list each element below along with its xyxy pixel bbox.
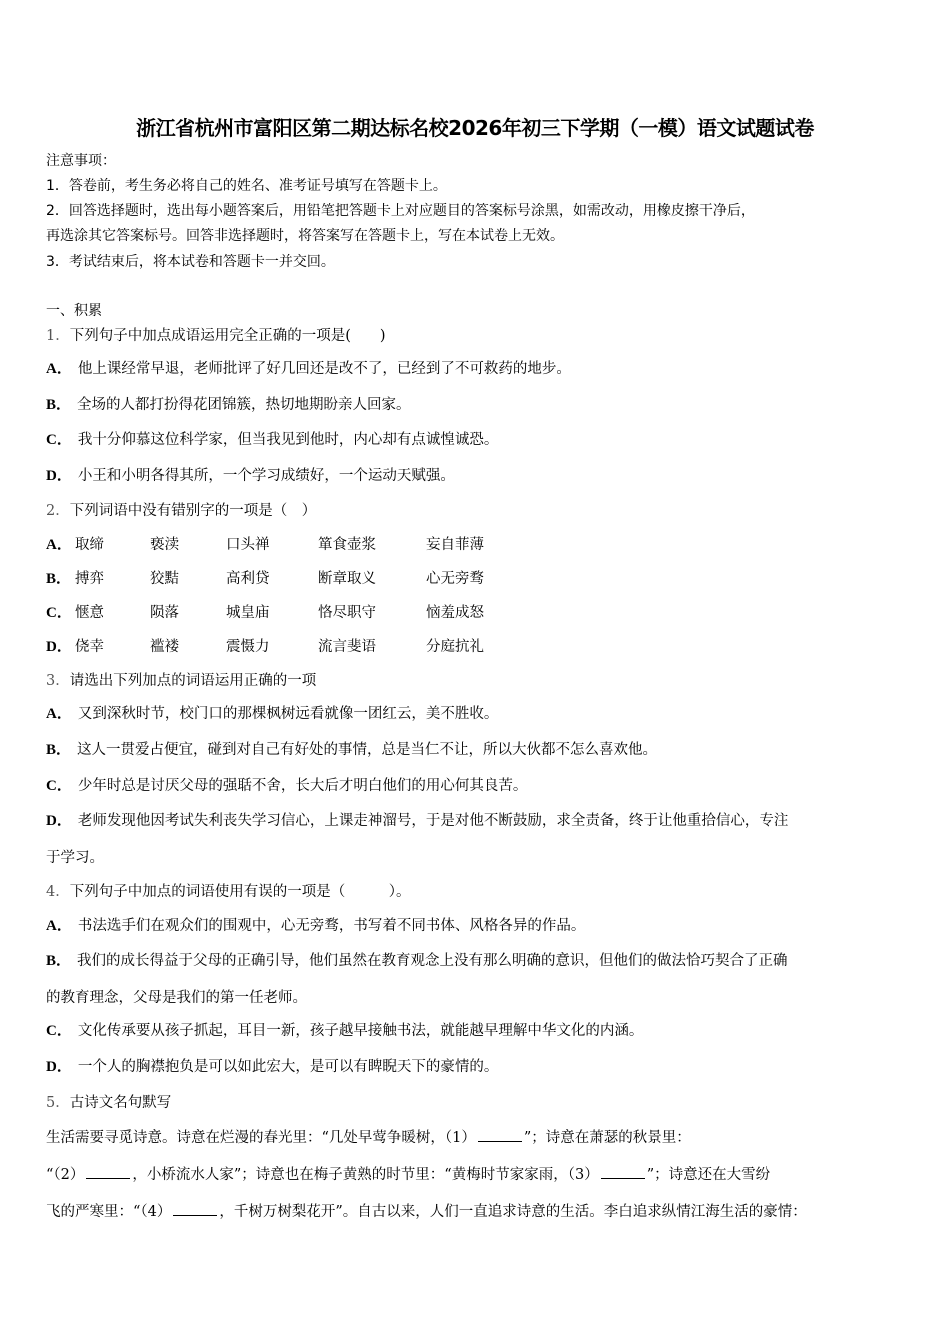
- question-1-option-c: [46, 431, 498, 449]
- option-text: 老师发现他因考试失利丧失学习信心，上课走神溜号，于是对他不断鼓励，求全责备，终于让他重拾信心，专注: [77, 813, 789, 829]
- option-text: 我十分仰慕这位科学家，但当我见到他时，内心却有点诚惶诚恐。: [77, 432, 499, 448]
- answer-blank-1[interactable]: [478, 1127, 522, 1142]
- word: 取缔: [75, 537, 104, 553]
- option-text: 书法选手们在观众们的围观中，心无旁骛，书写着不同书体、风格各异的作品。: [77, 918, 586, 934]
- question-1-option-d: [46, 467, 455, 485]
- option-label: D．: [46, 813, 72, 829]
- option-label: C．: [46, 778, 72, 794]
- word: 陨落: [150, 605, 179, 621]
- word: 震慑力: [226, 639, 270, 655]
- question-3-option-b: [46, 741, 657, 759]
- passage-text: ”；诗意在萧瑟的秋景里：: [523, 1130, 691, 1146]
- question-text: 下列词语中没有错别字的一项是（ ）: [69, 503, 317, 519]
- question-4-option-d: [46, 1058, 498, 1076]
- notice-heading: 注意事项：: [46, 153, 116, 169]
- word: 断章取义: [318, 571, 376, 587]
- option-text: 全场的人都打扮得花团锦簇，热切地期盼亲人回家。: [77, 397, 411, 413]
- answer-blank-4[interactable]: [173, 1201, 217, 1216]
- notice-item: 再选涂其它答案标号。回答非选择题时，将答案写在答题卡上，写在本试卷上无效。: [46, 228, 564, 244]
- option-text: 我们的成长得益于父母的正确引导，他们虽然在教育观念上没有那么明确的意识，但他们的做法恰巧契合了正确: [77, 953, 788, 969]
- option-text: 一个人的胸襟抱负是可以如此宏大，是可以有睥睨天下的豪情的。: [77, 1059, 499, 1075]
- option-label: D．: [46, 1059, 72, 1075]
- word: 高利贷: [226, 571, 270, 587]
- answer-blank-2[interactable]: [86, 1164, 130, 1179]
- option-text: 文化传承要从孩子抓起，耳目一新，孩子越早接触书法，就能越早理解中华文化的内涵。: [77, 1023, 644, 1039]
- notice-item: 1．答卷前，考生务必将自己的姓名、准考证号填写在答题卡上。: [46, 178, 447, 194]
- passage-text: ，千树万树梨花开”。自古以来，人们一直追求诗意的生活。李白追求纵情江海生活的豪情：: [219, 1204, 807, 1220]
- passage-line-3: [46, 1201, 807, 1221]
- word: 亵渎: [150, 537, 179, 553]
- word: 妄自菲薄: [426, 537, 484, 553]
- question-text: 古诗文名句默写: [69, 1095, 172, 1111]
- option-label: B．: [46, 397, 72, 413]
- option-label: B．: [46, 953, 72, 969]
- question-4-option-b-cont: 的教育理念，父母是我们的第一任老师。: [46, 990, 307, 1006]
- option-text: 少年时总是讨厌父母的强聒不舍，长大后才明白他们的用心何其良苦。: [77, 778, 528, 794]
- question-3-option-d-cont: 于学习。: [46, 850, 104, 866]
- option-label: A．: [46, 537, 72, 553]
- word: 恼羞成怒: [426, 605, 484, 621]
- passage-text: 生活需要寻觅诗意。诗意在烂漫的春光里：“几处早莺争暖树，（1）: [46, 1130, 476, 1146]
- passage-line-2: [46, 1164, 770, 1184]
- question-4-option-c: [46, 1022, 643, 1040]
- passage-text: “（2）: [46, 1167, 85, 1183]
- option-label: C．: [46, 1023, 72, 1039]
- question-3-option-c: [46, 777, 527, 795]
- word: 侥幸: [75, 639, 104, 655]
- passage-text: ，小桥流水人家”；诗意也在梅子黄熟的时节里：“黄梅时节家家雨，（3）: [132, 1167, 599, 1183]
- option-label: D．: [46, 468, 72, 484]
- word: 心无旁骛: [426, 571, 484, 587]
- question-4-option-b: [46, 952, 788, 970]
- option-label: A．: [46, 361, 72, 377]
- option-label: B．: [46, 742, 72, 758]
- question-text: 下列句子中加点成语运用完全正确的一项是( ): [69, 328, 386, 344]
- question-1-option-b: [46, 396, 411, 414]
- option-text: 又到深秋时节，校门口的那棵枫树远看就像一团红云，美不胜收。: [77, 706, 499, 722]
- option-label: A．: [46, 706, 72, 722]
- section-heading: 一、积累: [46, 303, 102, 319]
- question-text: 下列句子中加点的词语使用有误的一项是（ ）。: [69, 884, 411, 900]
- option-label: C．: [46, 605, 72, 621]
- question-number: 5．: [46, 1095, 70, 1111]
- question-4-stem: [46, 883, 410, 901]
- word: 流言斐语: [318, 639, 376, 655]
- word: 褴褛: [150, 639, 179, 655]
- word: 搏弈: [75, 571, 104, 587]
- option-text: 小王和小明各得其所，一个学习成绩好，一个运动天赋强。: [77, 468, 455, 484]
- notice-item: 2．回答选择题时，选出每小题答案后，用铅笔把答题卡上对应题目的答案标号涂黑，如需改动，用橡皮擦干净后，: [46, 203, 755, 219]
- option-label: C．: [46, 432, 72, 448]
- question-number: 4．: [46, 884, 70, 900]
- page-title: 浙江省杭州市富阳区第二期达标名校2026年初三下学期（一模）语文试题试卷: [136, 116, 814, 140]
- option-text: 这人一贯爱占便宜，碰到对自己有好处的事情，总是当仁不让，所以大伙都不怎么喜欢他。: [77, 742, 658, 758]
- question-3-option-a: [46, 705, 498, 723]
- question-3-option-d: [46, 812, 788, 830]
- question-5-stem: [46, 1094, 171, 1112]
- question-number: 1．: [46, 328, 70, 344]
- answer-blank-3[interactable]: [601, 1164, 645, 1179]
- question-number: 3．: [46, 673, 70, 689]
- option-label: D．: [46, 639, 72, 655]
- question-number: 2．: [46, 503, 70, 519]
- notice-item: 3．考试结束后，将本试卷和答题卡一并交回。: [46, 254, 335, 270]
- question-1-stem: [46, 327, 386, 345]
- word: 惬意: [75, 605, 104, 621]
- option-label: B．: [46, 571, 72, 587]
- word: 狡黠: [150, 571, 179, 587]
- option-text: 他上课经常早退，老师批评了好几回还是改不了，已经到了不可救药的地步。: [77, 361, 571, 377]
- word: 恪尽职守: [318, 605, 376, 621]
- word: 城皇庙: [226, 605, 270, 621]
- option-label: A．: [46, 918, 72, 934]
- question-2-stem: [46, 502, 316, 520]
- word: 口头禅: [226, 537, 270, 553]
- question-1-option-a: [46, 360, 571, 378]
- word: 箪食壶浆: [318, 537, 376, 553]
- word: 分庭抗礼: [426, 639, 484, 655]
- question-text: 请选出下列加点的词语运用正确的一项: [69, 673, 317, 689]
- question-4-option-a: [46, 917, 585, 935]
- question-3-stem: [46, 672, 316, 690]
- passage-text: ”；诗意还在大雪纷: [646, 1167, 771, 1183]
- passage-line-1: [46, 1127, 691, 1147]
- passage-text: 飞的严寒里：“（4）: [46, 1204, 172, 1220]
